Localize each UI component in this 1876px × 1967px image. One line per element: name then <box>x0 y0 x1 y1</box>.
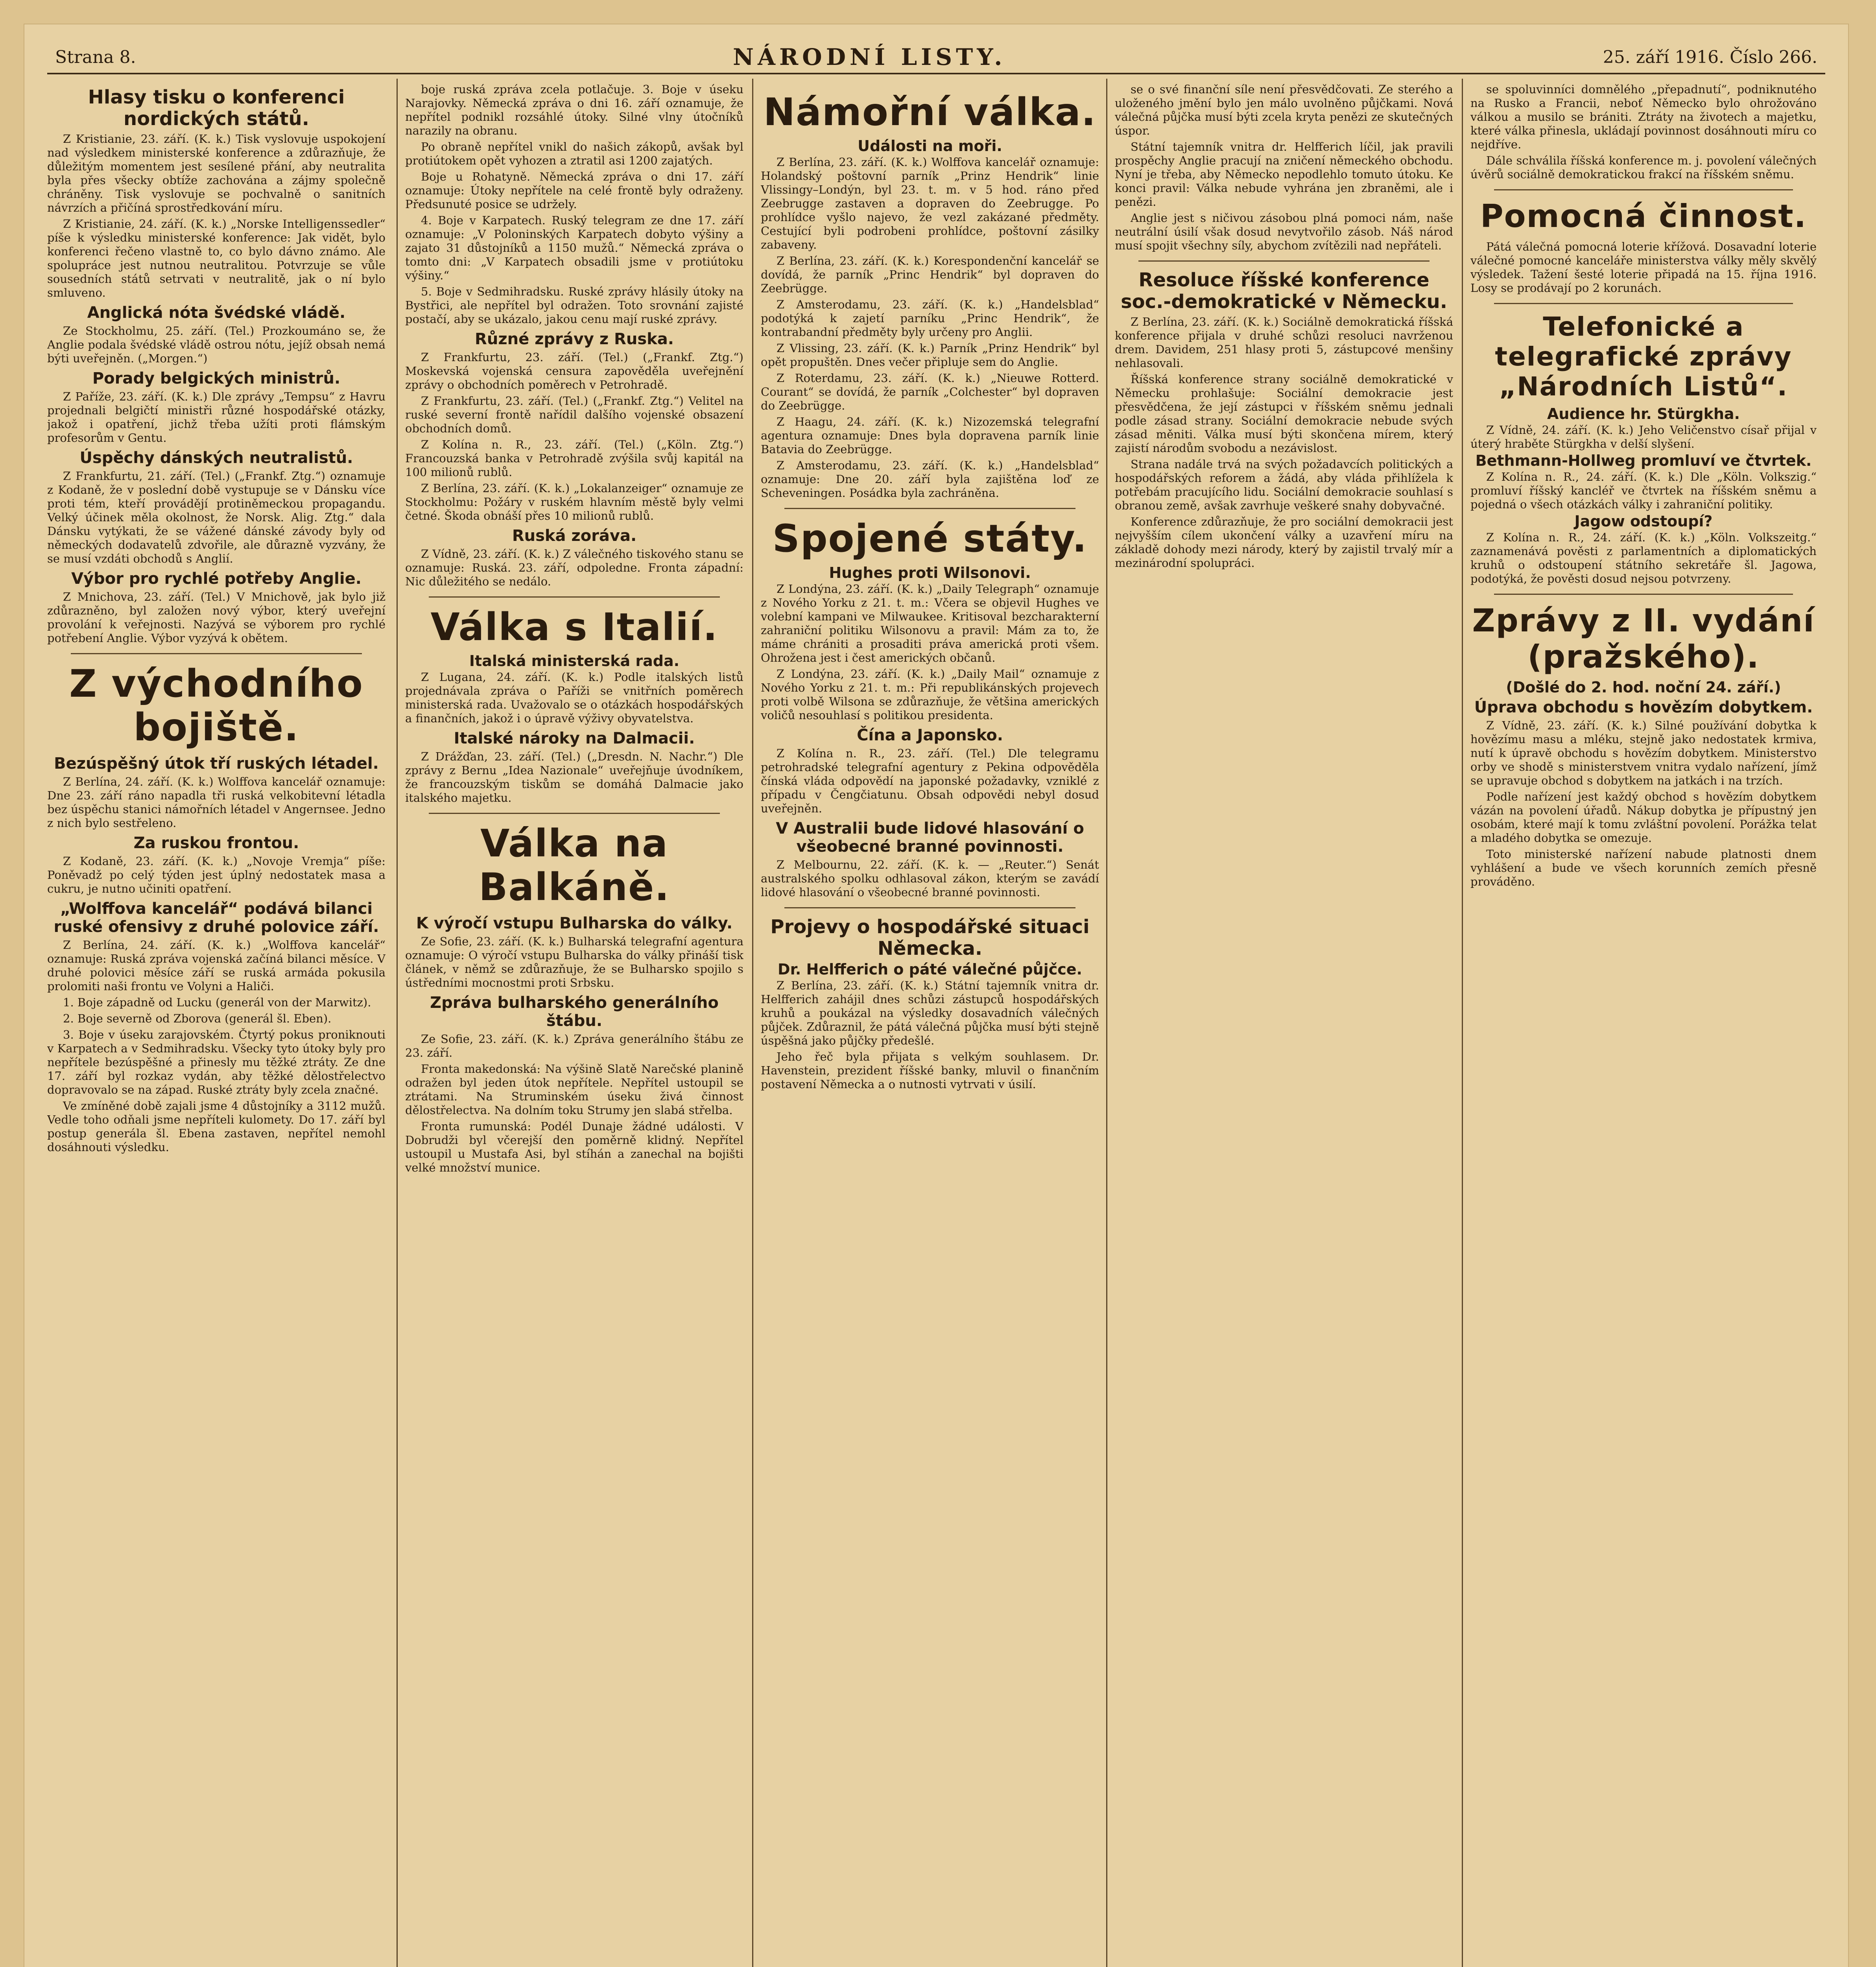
article-paragraph: Z Berlína, 23. září. (K. k.) Korespondenční kancelář se dovídá, že parník „Princ Hendrik“ byl dopraven do Zeebrügge. <box>761 254 1099 295</box>
issue-date: 25. září 1916. Číslo 266. <box>1603 47 1817 67</box>
section-headline: Námořní válka. <box>763 90 1097 134</box>
article-paragraph: Z Kolína n. R., 23. září. (Tel.) Dle telegramu petrohradské telegrafní agentury z Pekina odpověděla čínská vláda odpovědí na japonské požadavky, vzniklé z případu v Čengčiatunu. Obsah odpovědi nebyl dosud uveřejněn. <box>761 746 1099 815</box>
article-paragraph: Z Kristianie, 24. září. (K. k.) „Norske Intelligenssedler“ píše k výsledku ministerské konference: Jak vidět, bylo konferenci řečeno vlastně to, co bylo dávno známo. Ale spolupráce jest nutnou neutralitou. Potvrzuje se vůle sousedních států setrvati v neutralitě, jak o ní bylo smluveno. <box>47 217 386 300</box>
article-paragraph: Boje u Rohatyně. Německá zpráva o dni 17. září oznamuje: Útoky nepřítele na celé frontě byly odraženy. Předsunuté posice se udržely. <box>405 170 743 211</box>
article-headline: Projevy o hospodářské situaci Německa. <box>770 915 1090 960</box>
article-paragraph: Z Frankfurtu, 23. září. (Tel.) („Frankf. Ztg.“) Velitel na ruské severní frontě nařídil dalšího vojenské obsazení obchodních domů. <box>405 394 743 435</box>
article-headline: Anglická nóta švédské vládě. <box>87 304 346 322</box>
article-paragraph: Z Kolína n. R., 24. září. (K. k.) Dle „Köln. Volkszig.“ promluví říšský kancléř ve čtvrtek na říšském sněmu a pojedná o všech otázkách války i zahraniční politiky. <box>1470 470 1817 511</box>
article-paragraph: Ze Sofie, 23. září. (K. k.) Bulharská telegrafní agentura oznamuje: O výročí vstupu Bulharska do války přináší tisk článek, v němž se zdůrazňuje, že se Bulharsko spojilo s ústředními mocnostmi proti Srbsku. <box>405 935 743 990</box>
article-paragraph: Z Lugana, 24. září. (K. k.) Podle italských listů projednávala zpráva o Paříži se vnitřních poměrech ministerská rada. Uvažovalo se o otázkách hospodářských a finančních, jakož i o úpravě výživy obyvatelstva. <box>405 670 743 725</box>
section-headline: Pomocná činnost. <box>1480 198 1807 234</box>
newspaper-page <box>24 24 1849 1967</box>
article-paragraph: Toto ministerské nařízení nabude platnosti dnem vyhlášení a bude ve všech korunních zemích přesně prováděno. <box>1470 847 1817 888</box>
section-headline: Válka s Italií. <box>430 605 718 649</box>
article-paragraph: Z Haagu, 24. září. (K. k.) Nizozemská telegrafní agentura oznamuje: Dnes byla dopravena parník linie Batavia do Zeebrügge. <box>761 415 1099 456</box>
article-subheadline: Jagow odstoupí? <box>1574 512 1713 530</box>
article-paragraph: Z Berlína, 24. září. (K. k.) „Wolffova kancelář“ oznamuje: Ruská zpráva vojenská začíná bilanci měsíce. V druhé polovici měsíce září se ruská armáda pokusila prolomiti naši frontu ve Volyni a Haliči. <box>47 938 386 993</box>
column-1 <box>47 83 386 1967</box>
article-subheadline: Události na moři. <box>858 137 1002 155</box>
article-paragraph: Z Amsterodamu, 23. září. (K. k.) „Handelsblad“ podotýká k zajetí parníku „Princ Hendrik“, že kontrabandní předměty byly určeny pro Anglii. <box>761 298 1099 339</box>
article-paragraph: Z Londýna, 23. září. (K. k.) „Daily Mail“ oznamuje z Nového Yorku z 21. t. m.: Při republikánských projevech proti volbě Wilsona se zdůrazňuje, že většina amerických voličů nesouhlasí s politikou presidenta. <box>761 667 1099 722</box>
article-paragraph: Z Vídně, 23. září. (K. k.) Z válečného tiskového stanu se oznamuje: Ruská. 23. září, odpoledne. Fronta západní: Nic důležitého se nedálo. <box>405 547 743 588</box>
column-5 <box>1470 83 1817 1967</box>
article-paragraph: Ve zmíněné době zajali jsme 4 důstojníky a 3112 mužů. Vedle toho odňali jsme nepříteli kulomety. Do 17. září byl postup generála šl. Ebena zastaven, nepřítel nemohl dosáhnouti výsledku. <box>47 1099 386 1154</box>
article-headline: Bezúspěšný útok tří ruských létadel. <box>54 755 379 773</box>
article-paragraph: Po obraně nepřítel vnikl do našich zákopů, avšak byl protiútokem opět vyhozen a ztratil asi 1200 zajatých. <box>405 140 743 167</box>
article-paragraph: Z Londýna, 23. září. (K. k.) „Daily Telegraph“ oznamuje z Nového Yorku z 21. t. m.: Včera se objevil Hughes ve volební kampani ve Milwaukee. Kritisoval bezcharakterní zahraniční politiku Wilsonovu a pravil: Mám za to, že máme chrániti a prosaditi práva americká proti všem. Ohrožena jest i čest amerických občanů. <box>761 582 1099 664</box>
article-headline: Úprava obchodu s hovězím dobytkem. <box>1474 698 1813 716</box>
article-paragraph: Dále schválila říšská konference m. j. povolení válečných úvěrů sociálně demokratickou frakcí na říšském sněmu. <box>1470 154 1817 181</box>
section-headline: Z východního bojiště. <box>69 662 363 749</box>
article-paragraph: Z Roterdamu, 23. září. (K. k.) „Nieuwe Rotterd. Courant“ se dovídá, že parník „Colchester“ byl dopraven do Zeebrügge. <box>761 371 1099 413</box>
article-subheadline: Bethmann-Hollweg promluví ve čtvrtek. <box>1475 452 1812 469</box>
article-paragraph: Ze Sofie, 23. září. (K. k.) Zpráva generálního štábu ze 23. září. <box>405 1032 743 1060</box>
section-divider <box>1494 189 1793 190</box>
article-paragraph: Pátá válečná pomocná loterie křížová. Dosavadní loterie válečné pomocné kanceláře ministerstva války měly skvělý výsledek. Tažení šesté loterie připadá na 15. října 1916. Losy se prodávají po 2 korunách. <box>1470 240 1817 295</box>
article-headline: Italské nároky na Dalmacii. <box>454 729 695 748</box>
article-paragraph: boje ruská zpráva zcela potlačuje. 3. Boje v úseku Narajovky. Německá zpráva o dni 16. září oznamuje, že nepřítel podnikl rozsáhlé útoky. Silné vlny útočníků narazily na obranu. <box>405 83 743 137</box>
section-divider <box>71 653 362 654</box>
article-paragraph: Z Vídně, 23. září. (K. k.) Silné používání dobytka k hovězímu masu a mléku, stejně jako nedostatek krmiva, nutí k úpravě obchodu s hovězím dobytkem. Ministerstvo orby ve shodě s ministerstvem vnitra vydalo nařízení, jímž se upravuje obchod s dobytkem na jatkách i na trzích. <box>1470 718 1817 787</box>
article-paragraph: Z Kolína n. R., 24. září. (K. k.) „Köln. Volkszeitg.“ zaznamenává pověsti z parlamentních a diplomatických kruhů o odstoupení státního sekretáře šl. Jagowa, podotýká, že pověsti dosud nejsou potvrzeny. <box>1470 530 1817 585</box>
section-headline: Zprávy z II. vydání (pražského). <box>1472 602 1815 675</box>
section-headline: Spojené státy. <box>772 517 1088 561</box>
article-paragraph: 1. Boje západně od Lucku (generál von der Marwitz). <box>63 996 371 1009</box>
section-divider <box>429 813 720 814</box>
page-number: Strana 8. <box>55 47 136 67</box>
article-paragraph: 2. Boje severně od Zborova (generál šl. Eben). <box>63 1012 332 1026</box>
column-rule <box>752 79 753 1967</box>
article-paragraph: Z Berlína, 23. září. (K. k.) „Lokalanzeiger“ oznamuje ze Stockholmu: Požáry v ruském hlavním městě byly velmi četné. Škoda obnáší přes 10 milionů rublů. <box>405 482 743 522</box>
article-paragraph: Z Berlína, 23. září. (K. k.) Státní tajemník vnitra dr. Helfferich zahájil dnes schůzi zástupců hospodářských kruhů a poukázal na výsledky dosavadních válečných půjček. Zdůraznil, že pátá válečná půjčka musí býti stejně úspěšná jako půjčky předešlé. <box>761 979 1099 1048</box>
article-headline: Hlasy tisku o konferenci nordických států. <box>88 86 345 130</box>
article-headline: Výbor pro rychlé potřeby Anglie. <box>71 570 362 588</box>
section-headline: Válka na Balkáně. <box>479 821 670 909</box>
article-headline: Za ruskou frontou. <box>133 834 299 852</box>
column-rule <box>397 79 398 1967</box>
article-headline: „Wolffova kancelář“ podává bilanci ruské ofensivy z druhé polovice září. <box>53 900 379 936</box>
article-paragraph: Z Vídně, 24. září. (K. k.) Jeho Veličenstvo císař přijal v úterý hraběte Stürgkha v delší slyšení. <box>1470 423 1817 450</box>
article-paragraph: Z Paříže, 23. září. (K. k.) Dle zprávy „Tempsu“ z Havru projednali belgičtí ministři různé hospodářské otázky, jakož i opatření, jichž třeba užíti proti flámským profesorům v Gentu. <box>47 390 386 445</box>
article-headline: Různé zprávy z Ruska. <box>475 330 674 348</box>
article-paragraph: Z Mnichova, 23. září. (Tel.) V Mnichově, jak bylo již zdůrazněno, byl založen nový výbor, který uveřejní provolání k veřejnosti. Nazývá se výborem pro rychlé potřebení Anglie. Výbor vyzývá k obětem. <box>47 590 386 645</box>
article-paragraph: Říšská konference strany sociálně demokratické v Německu prohlašuje: Sociální demokracie jest přesvědčena, že její zástupci v říšském sněmu jednali podle zásad strany. Sociální demokracie nebude svých zásad měniti. Válka musí býti skončena mírem, který zajistí národům svobodu a nezávislost. <box>1115 373 1453 455</box>
article-paragraph: 5. Boje v Sedmihradsku. Ruské zprávy hlásily útoky na Bystřici, ale nepřítel byl odražen. Toto srovnání zajisté postačí, aby se ukázalo, jakou cenu mají ruské zprávy. <box>405 285 743 326</box>
article-paragraph: Státní tajemník vnitra dr. Helfferich líčil, jak pravili prospěchy Anglie pracují na zničení německého obchodu. Nyní je třeba, aby Německo nepodlehlo tomuto útoku. Ke konci pravil: Válka nebude vyhrána jen zbraněmi, ale i penězi. <box>1115 140 1453 209</box>
article-headline: Resoluce říšské konference soc.-demokratické v Německu. <box>1121 269 1447 313</box>
article-paragraph: Z Berlína, 23. září. (K. k.) Wolffova kancelář oznamuje: Holandský poštovní parník „Prinz Hendrik“ linie Vlissingy–Londýn, byl 23. t. m. v 5 hod. ráno před Zeebrugge zastaven a dopraven do Zeebrugge. Po prohlídce vyšlo najevo, že vezl zakázané předměty. Cestující byli podrobeni prohlídce, poštovní zásilky zabaveny. <box>761 155 1099 252</box>
section-headline: Telefonické a telegrafické zprávy „Národních Listů“. <box>1495 312 1792 402</box>
article-paragraph: Z Amsterodamu, 23. září. (K. k.) „Handelsblad“ oznamuje: Dne 20. září byla zajištěna loď ze Scheveningen. Posádka byla zachráněna. <box>761 459 1099 500</box>
section-divider <box>1138 260 1430 262</box>
article-paragraph: Z Drážďan, 23. září. (Tel.) („Dresdn. N. Nachr.“) Dle zprávy z Bernu „Idea Nazionale“ uveřejňuje úvodníkem, že francouzským tiskům se domáhá Dalmacie jako italského majetku. <box>405 750 743 805</box>
article-paragraph: Z Frankfurtu, 21. září. (Tel.) („Frankf. Ztg.“) oznamuje z Kodaně, že v poslední době vystupuje se v Dánsku více proti tém, kteří provádějí protiněmeckou propagandu. Velký účinek měla okolnost, že Norsk. Alig. Ztg.“ dala Dánsku vytýkati, že se vážené dánské závody byly od německých dodavatelů zdvořile, ale důrazně vyzvány, že se musí vzdáti obchodů s Anglií. <box>47 469 386 566</box>
article-headline: K výročí vstupu Bulharska do války. <box>416 914 733 933</box>
column-rule <box>1462 79 1463 1967</box>
section-divider <box>429 596 720 598</box>
section-divider <box>1494 303 1793 304</box>
page-header <box>47 41 1825 74</box>
article-subheadline: Hughes proti Wilsonovi. <box>829 564 1031 581</box>
article-headline: V Australii bude lidové hlasování o všeobecné branné povinnosti. <box>776 819 1084 856</box>
article-paragraph: Strana nadále trvá na svých požadavcích politických a hospodářských reforem a žádá, aby vláda přihlížela k potřebám pracujícího lidu. Sociální demokracie souhlasí s obranou země, avšak zavrhuje veškeré snahy dobyvačné. <box>1115 458 1453 513</box>
article-headline: Úspěchy dánských neutralistů. <box>79 449 353 467</box>
section-divider <box>1494 594 1793 595</box>
article-paragraph: Ze Stockholmu, 25. září. (Tel.) Prozkoumáno se, že Anglie podala švédské vládě ostrou nótu, jejíž obsah nemá býti uveřejněn. („Morgen.“) <box>47 324 386 365</box>
article-paragraph: Z Berlína, 24. září. (K. k.) Wolffova kancelář oznamuje: Dne 23. září ráno napadla tři ruská velkobitevní létadla bez úspěchu stanici námořních létadel v Angernsee. Jedno z nich bylo sestřeleno. <box>47 775 386 830</box>
article-paragraph: se o své finanční síle není přesvědčovati. Ze sterého a uloženého jmění bylo jen málo uvolněno půjčkami. Nová válečná půjčka musí býti zcela kryta penězi ze skutečných úspor. <box>1115 83 1453 137</box>
section-divider <box>784 508 1075 509</box>
article-subheadline: Dr. Helfferich o páté válečné půjčce. <box>778 961 1082 978</box>
article-paragraph: Z Vlissing, 23. září. (K. k.) Parník „Prinz Hendrik“ byl opět propuštěn. Dnes večer připluje sem do Anglie. <box>761 341 1099 369</box>
article-subheadline: Audience hr. Stürgkha. <box>1547 405 1740 423</box>
article-paragraph: Jeho řeč byla přijata s velkým souhlasem. Dr. Havenstein, prezident říšské banky, mluvil o finančním postavení Německa a o nutnosti vytrvati v úsilí. <box>761 1050 1099 1091</box>
article-subheadline: Italská ministerská rada. <box>469 652 680 670</box>
article-paragraph: se spoluvinníci domnělého „přepadnutí“, podniknutého na Rusko a Francii, neboť Německo bylo ohrožováno válkou a musilo se brániti. Ztráty na životech a majetku, které válka přinesla, ukládají povinnost dosáhnouti míru co nejdříve. <box>1470 83 1817 151</box>
article-headline: Čína a Japonsko. <box>857 726 1003 744</box>
article-paragraph: Z Berlína, 23. září. (K. k.) Sociálně demokratická říšská konference přijala v druhé schůzi resoluci navrženou drem. Davidem, 251 hlasy proti 5, zástupcové menšiny nehlasovali. <box>1115 315 1453 370</box>
article-paragraph: Anglie jest s ničivou zásobou plná pomoci nám, naše neutrální úsilí však dosud nevytvořilo zásob. Náš národ musí spojit všechny síly, abychom zvítězili nad nepřáteli. <box>1115 211 1453 252</box>
article-paragraph: Fronta makedonská: Na výšině Slatě Narečské planině odražen byl jeden útok nepřítele. Nepřítel ustoupil se ztrátami. Na Struminském úseku živá činnost dělostřelectva. Na dolním toku Strumy jen slabá střelba. <box>405 1062 743 1117</box>
section-divider <box>784 907 1075 908</box>
article-paragraph: 3. Boje v úseku zarajovském. Čtyrtý pokus proniknouti v Karpatech a v Sedmihradsku. Všecky tyto útoky byly pro nepřítele bezúspěšné a přinesly mu těžké ztráty. Ze dne 17. září byl rozkaz vydán, aby těžké dělostřelectvo dopravovalo se na západ. Ruské ztráty byly zcela značné. <box>47 1028 386 1097</box>
article-paragraph: Z Kolína n. R., 23. září. (Tel.) („Köln. Ztg.“) Francouzská banka v Petrohradě zvýšila svůj kapitál na 100 milionů rublů. <box>405 438 743 479</box>
article-paragraph: Podle nařízení jest každý obchod s hovězím dobytkem vázán na povolení úřadů. Nákup dobytka je přípustný jen osobám, které mají k tomu zvláštní povolení. Porážka telat a mladého dobytka se omezuje. <box>1470 790 1817 845</box>
article-headline: Porady belgických ministrů. <box>92 369 341 388</box>
article-headline: Ruská zoráva. <box>512 527 637 545</box>
article-paragraph: 4. Boje v Karpatech. Ruský telegram ze dne 17. září oznamuje: „V Poloninských Karpatech dobyto výšiny a zajato 31 důstojníků a 1150 mužů.“ Německá zpráva o tomto dni: „V Karpatech obsadili jsme v protiútoku výšiny.“ <box>405 214 743 282</box>
article-paragraph: Fronta rumunská: Podél Dunaje žádné události. V Dobrudži byl včerejší den poměrně klidný. Nepřítel ustoupil u Mustafa Asi, byl stíhán a zanechal na bojišti velké množství munice. <box>405 1120 743 1175</box>
column-3 <box>761 83 1099 1967</box>
column-2 <box>405 83 743 1967</box>
article-headline: Zpráva bulharského generálního štábu. <box>430 994 719 1030</box>
article-paragraph: Konference zdůrazňuje, že pro sociální demokracii jest nejvyšším cílem ukončení války a uzavření míru na základě dohody mezi národy, který by zajistil trvalý mír a mezinárodní spolupráci. <box>1115 515 1453 570</box>
article-paragraph: Z Kristianie, 23. září. (K. k.) Tisk vyslovuje uspokojení nad výsledkem ministerské konference a zdůrazňuje, že důležitým momentem jest sesílené přání, aby neutralita byla přes všecky obtíže zachována a zájmy společně chráněny. Tisk vyslovuje se pochvalně o sanitních návrzích a přičíná sprostředkování míru. <box>47 132 386 215</box>
column-4 <box>1115 83 1453 1967</box>
article-paragraph: Z Frankfurtu, 23. září. (Tel.) („Frankf. Ztg.“) Moskevská vojenská censura zapověděla uveřejnění zprávy o obchodních poměrech v Petrohradě. <box>405 351 743 391</box>
article-subheadline: (Došlé do 2. hod. noční 24. září.) <box>1506 678 1781 696</box>
newspaper-title: NÁRODNÍ LISTY. <box>732 44 1006 70</box>
article-paragraph: Z Kodaně, 23. září. (K. k.) „Novoje Vremja“ píše: Poněvadž po celý týden jest úplný nedostatek masa a cukru, je nutno učiniti opatření. <box>47 854 386 896</box>
column-rule <box>1106 79 1107 1967</box>
article-paragraph: Z Melbournu, 22. září. (K. k. — „Reuter.“) Senát australského spolku odhlasoval zákon, kterým se zavádí lidové hlasování o všeobecné branné povinnosti. <box>761 858 1099 899</box>
